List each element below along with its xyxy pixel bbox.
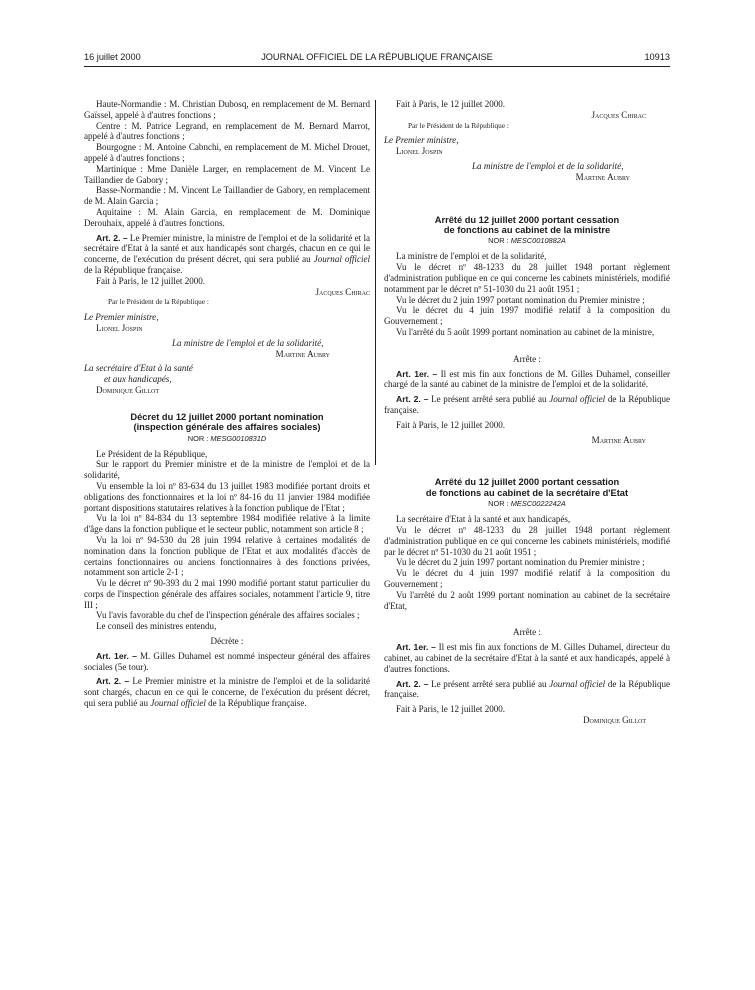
right-column [384, 99, 670, 726]
fait-a-paris: Fait à Paris, le 12 juillet 2000. [396, 99, 506, 109]
arrete-1-nor: NOR : MESC0010882A [488, 236, 566, 246]
secretaire-title-2: et aux handicapés, [104, 374, 172, 385]
signature-secretaire: Dominique Gillot [583, 714, 646, 725]
decree-article-2: Art. 2. – Le Premier ministre et la ministre de l'emploi et de la solidarité sont chargés, chacun en ce qui le concerne, de l'exécution du présent décret, qui sera publié au Journal officiel de la République française. [84, 676, 370, 709]
arrete-1-article-2: Art. 2. – Le présent arrêté sera publié au Journal officiel de la République française. [384, 394, 671, 415]
intro-paragraph: Bourgogne : M. Antoine Cabnchi, en remplacement de M. Michel Drouet, appelé à d'autres fonctions ; [84, 142, 370, 163]
fait-a-paris: Fait à Paris, le 12 juillet 2000. [96, 275, 206, 286]
article-2-paragraph: Art. 2. – Le Premier ministre, la ministre de l'emploi et de la solidarité et la secrétaire d'Etat à la santé et aux handicapés sont chargés, chacun en ce qui le concerne, de l'exécution du présent décret, qui sera publié au Journal officiel de la République française. [84, 232, 370, 275]
arrete-2-paragraph: Vu le décret du 4 juin 1997 modifié relatif à la composition du Gouvernement ; [384, 568, 670, 589]
arrete-1-paragraph: Vu le décret du 4 juin 1997 modifié relatif à la composition du Gouvernement ; [384, 305, 670, 327]
arrete-2-title: Arrêté du 12 juillet 2000 portant cessation [434, 477, 620, 488]
arrete-2-article-2: Art. 2. – Le présent arrêté sera publié au Journal officiel de la République française. [384, 678, 671, 700]
intro-paragraph: Aquitaine : M. Alain Garcia, en remplacement de M. Dominique Derouhaix, appelé à d'autres fonctions. [84, 206, 370, 228]
ministre-title: La ministre de l'emploi et de la solidarité, [172, 337, 324, 348]
arrete-1-subtitle: de fonctions au cabinet de la ministre [443, 224, 611, 235]
decree-paragraph: Le conseil des ministres entendu, [96, 621, 217, 632]
arrete-2-paragraph: Vu l'arrêté du 2 août 1999 portant nomination au cabinet de la secrétaire d'Etat, [384, 589, 670, 611]
header-rule [84, 66, 670, 67]
page-header [84, 52, 670, 66]
left-column [84, 99, 370, 709]
header-page-number: 10913 [644, 52, 670, 62]
intro-paragraph: Martinique : Mme Danièle Larger, en remplacement de M. Vincent Le Taillandier de Gabory ; [84, 163, 370, 185]
signature-secretaire: Dominique Gillot [96, 384, 159, 395]
decree-paragraph: Vu la loi nº 94-530 du 28 juin 1994 relative à certaines modalités de nomination dans la fonction publique de l'Etat et aux modalités d'accès de certains fonctionnaires ou anciens fonctionnaires à des fonctions privées, notamment son article 2-1 ; [84, 534, 370, 578]
arrete-2-subtitle: de fonctions au cabinet de la secrétaire d'Etat [425, 487, 629, 498]
arrete-2-paragraph: La secrétaire d'Etat à la santé et aux handicapés, [396, 514, 571, 525]
arrete-1-article-1: Art. 1er. – Il est mis fin aux fonctions de M. Gilles Duhamel, conseiller chargé de la santé au cabinet de la ministre de l'emploi et de la solidarité. [384, 368, 671, 390]
arrete-2-nor: NOR : MESC0022242A [488, 499, 566, 509]
arrete-1-paragraph: La ministre de l'emploi et de la solidarité, [396, 251, 547, 262]
decree-paragraph: Vu l'avis favorable du chef de l'inspection générale des affaires sociales ; [96, 610, 360, 621]
decree-paragraph: Vu la loi nº 84-834 du 13 septembre 1984 modifiée relative à la limite d'âge dans la fonction publique et le secteur public, notamment son article 8 ; [84, 513, 370, 535]
signature-ministre: Martine Aubry [591, 434, 646, 445]
arrete-2-paragraph: Vu le décret nº 48-1233 du 28 juillet 1948 portant règlement d'administration publique en ce qui concerne les cabinets ministériels, modifié par le décret nº 51-1030 du 21 août 1951 ; [384, 524, 670, 557]
signature-president: Jacques Chirac [591, 109, 646, 120]
secretaire-title: La secrétaire d'Etat à la santé [84, 363, 193, 374]
arrete-2-paragraph: Vu le décret du 2 juin 1997 portant nomination du Premier ministre ; [396, 557, 645, 568]
premier-ministre-title: Le Premier ministre, [84, 312, 159, 323]
arrete-1-paragraph: Vu l'arrêté du 5 août 1999 portant nomination au cabinet de la ministre, [396, 326, 655, 337]
signature-ministre: Martine Aubry [275, 348, 330, 359]
signature-ministre: Martine Aubry [575, 171, 630, 182]
intro-paragraph: Haute-Normandie : M. Christian Dubosq, en remplacement de M. Bernard Gaïssel, appelé à d'autres fonctions ; [84, 99, 370, 120]
decree-subtitle: (inspection générale des affaires sociales) [133, 422, 321, 433]
decree-title: Décret du 12 juillet 2000 portant nomination [130, 411, 324, 422]
decree-paragraph: Sur le rapport du Premier ministre et de la ministre de l'emploi et de la solidarité, [84, 459, 370, 481]
arrete-2-heading: Arrête : [513, 627, 541, 638]
arrete-1-paragraph: Vu le décret nº 48-1233 du 28 juillet 1948 portant règlement d'administration publique en ce qui concerne les cabinets ministériels, modifié notamment par le décret nº 51-1030 du 21 août 1951 ; [384, 262, 670, 294]
decree-article-1: Art. 1er. – M. Gilles Duhamel est nommé inspecteur général des affaires sociales (5e tour). [84, 650, 371, 672]
decree-paragraph: Vu ensemble la loi nº 83-634 du 13 juillet 1983 modifiée portant droits et obligations des fonctionnaires et la loi nº 84-16 du 11 janvier 1984 modifiée portant dispositions statutaires relatives à la fonction publique de l'Etat ; [84, 480, 370, 513]
article-label: Art. 2. – [96, 232, 128, 243]
decree-paragraph: Le Président de la République, [96, 448, 208, 459]
arrete-1-heading: Arrête : [513, 353, 541, 364]
signature-premier-ministre: Lionel Jospin [96, 322, 143, 333]
header-journal-title: JOURNAL OFFICIEL DE LA RÉPUBLIQUE FRANÇAISE [261, 52, 493, 62]
par-le-president: Par le Président de la République : [108, 297, 209, 307]
signature-premier-ministre: Lionel Jospin [396, 146, 443, 157]
signature-president: Jacques Chirac [315, 286, 370, 297]
fait-a-paris: Fait à Paris, le 12 juillet 2000. [396, 419, 506, 430]
decree-paragraph: Vu le décret nº 90-393 du 2 mai 1990 modifié portant statut particulier du corps de l'inspection générale des affaires sociales, notamment l'article 9, titre III ; [84, 578, 370, 610]
intro-paragraph: Basse-Normandie : M. Vincent Le Taillandier de Gabory, en remplacement de M. Alain Garcia ; [84, 185, 370, 207]
arrete-1-title: Arrêté du 12 juillet 2000 portant cessation [434, 214, 620, 225]
column-divider [375, 100, 376, 465]
arrete-2-article-1: Art. 1er. – Il est mis fin aux fonctions de M. Gilles Duhamel, directeur du cabinet, au cabinet de la secrétaire d'Etat à la santé et aux handicapés, appelé à d'autres fonctions. [384, 642, 671, 674]
par-le-president: Par le Président de la République : [408, 120, 509, 130]
arrete-1-paragraph: Vu le décret du 2 juin 1997 portant nomination du Premier ministre ; [396, 294, 645, 305]
intro-paragraph: Centre : M. Patrice Legrand, en remplacement de M. Bernard Marrot, appelé à d'autres fonctions ; [84, 120, 370, 142]
premier-ministre-title: Le Premier ministre, [384, 135, 459, 146]
decrete-heading: Décrète : [210, 636, 244, 647]
ministre-title: La ministre de l'emploi et de la solidarité, [472, 160, 624, 171]
header-date: 16 juillet 2000 [84, 52, 141, 62]
decree-nor: NOR : MESG0010831D [187, 433, 267, 443]
fait-a-paris: Fait à Paris, le 12 juillet 2000. [396, 704, 506, 715]
